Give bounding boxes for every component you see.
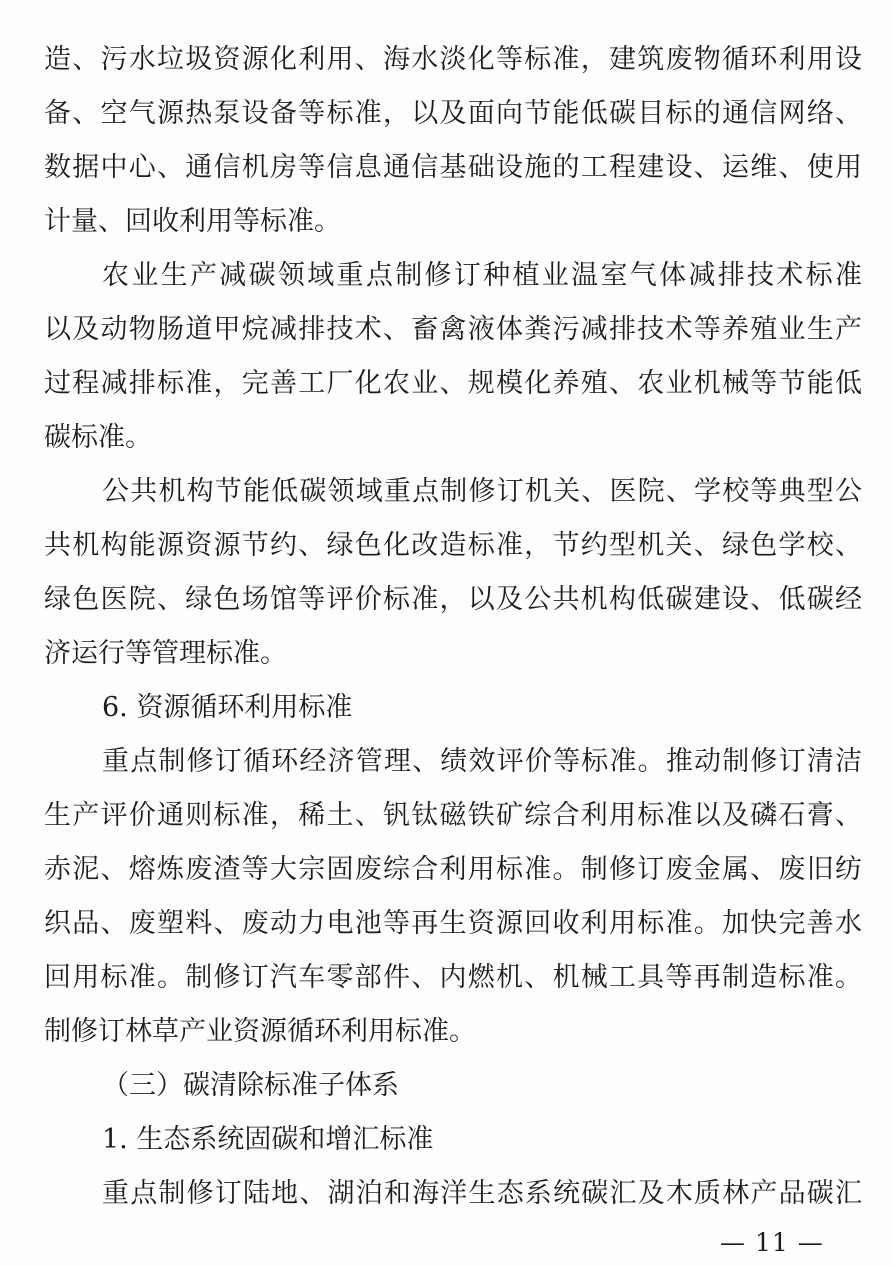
body-text-line: 生产评价通则标准，稀土、钒钛磁铁矿综合利用标准以及磷石膏、 [44,800,862,831]
page-number: — 11 — [720,1228,824,1257]
section-heading: 1. 生态系统固碳和增汇标准 [102,1124,434,1155]
body-text-line: 织品、废塑料、废动力电池等再生资源回收利用标准。加快完善水 [44,908,862,939]
body-text-line: 制修订林草产业资源循环利用标准。 [44,1016,476,1047]
body-text-line: 以及动物肠道甲烷减排技术、畜禽液体粪污减排技术等养殖业生产 [44,314,862,345]
body-text-line: 碳标准。 [44,422,152,453]
body-text-line: 过程减排标准，完善工厂化农业、规模化养殖、农业机械等节能低 [44,368,862,399]
body-text-line: 备、空气源热泵设备等标准，以及面向节能低碳目标的通信网络、 [44,98,862,129]
paragraph-first-line: 公共机构节能低碳领域重点制修订机关、医院、学校等典型公 [102,476,862,507]
paragraph-first-line: 农业生产减碳领域重点制修订种植业温室气体减排技术标准 [102,260,862,291]
body-text-line: 计量、回收利用等标准。 [44,206,341,237]
body-text-line: 绿色医院、绿色场馆等评价标准，以及公共机构低碳建设、低碳经 [44,584,862,615]
body-text-line: 共机构能源资源节约、绿色化改造标准，节约型机关、绿色学校、 [44,530,862,561]
paragraph-first-line: 重点制修订循环经济管理、绩效评价等标准。推动制修订清洁 [102,746,862,777]
paragraph-first-line: 重点制修订陆地、湖泊和海洋生态系统碳汇及木质林产品碳汇 [102,1178,862,1209]
section-heading: 6. 资源循环利用标准 [102,692,353,723]
body-text-line: 回用标准。制修订汽车零部件、内燃机、机械工具等再制造标准。 [44,962,862,993]
body-text-line: 济运行等管理标准。 [44,638,287,669]
body-text-line: 数据中心、通信机房等信息通信基础设施的工程建设、运维、使用 [44,152,862,183]
body-text-line: 赤泥、熔炼废渣等大宗固废综合利用标准。制修订废金属、废旧纺 [44,854,862,885]
subsystem-heading: （三）碳清除标准子体系 [102,1070,399,1101]
body-text-line: 造、污水垃圾资源化利用、海水淡化等标准，建筑废物循环利用设 [44,44,862,75]
